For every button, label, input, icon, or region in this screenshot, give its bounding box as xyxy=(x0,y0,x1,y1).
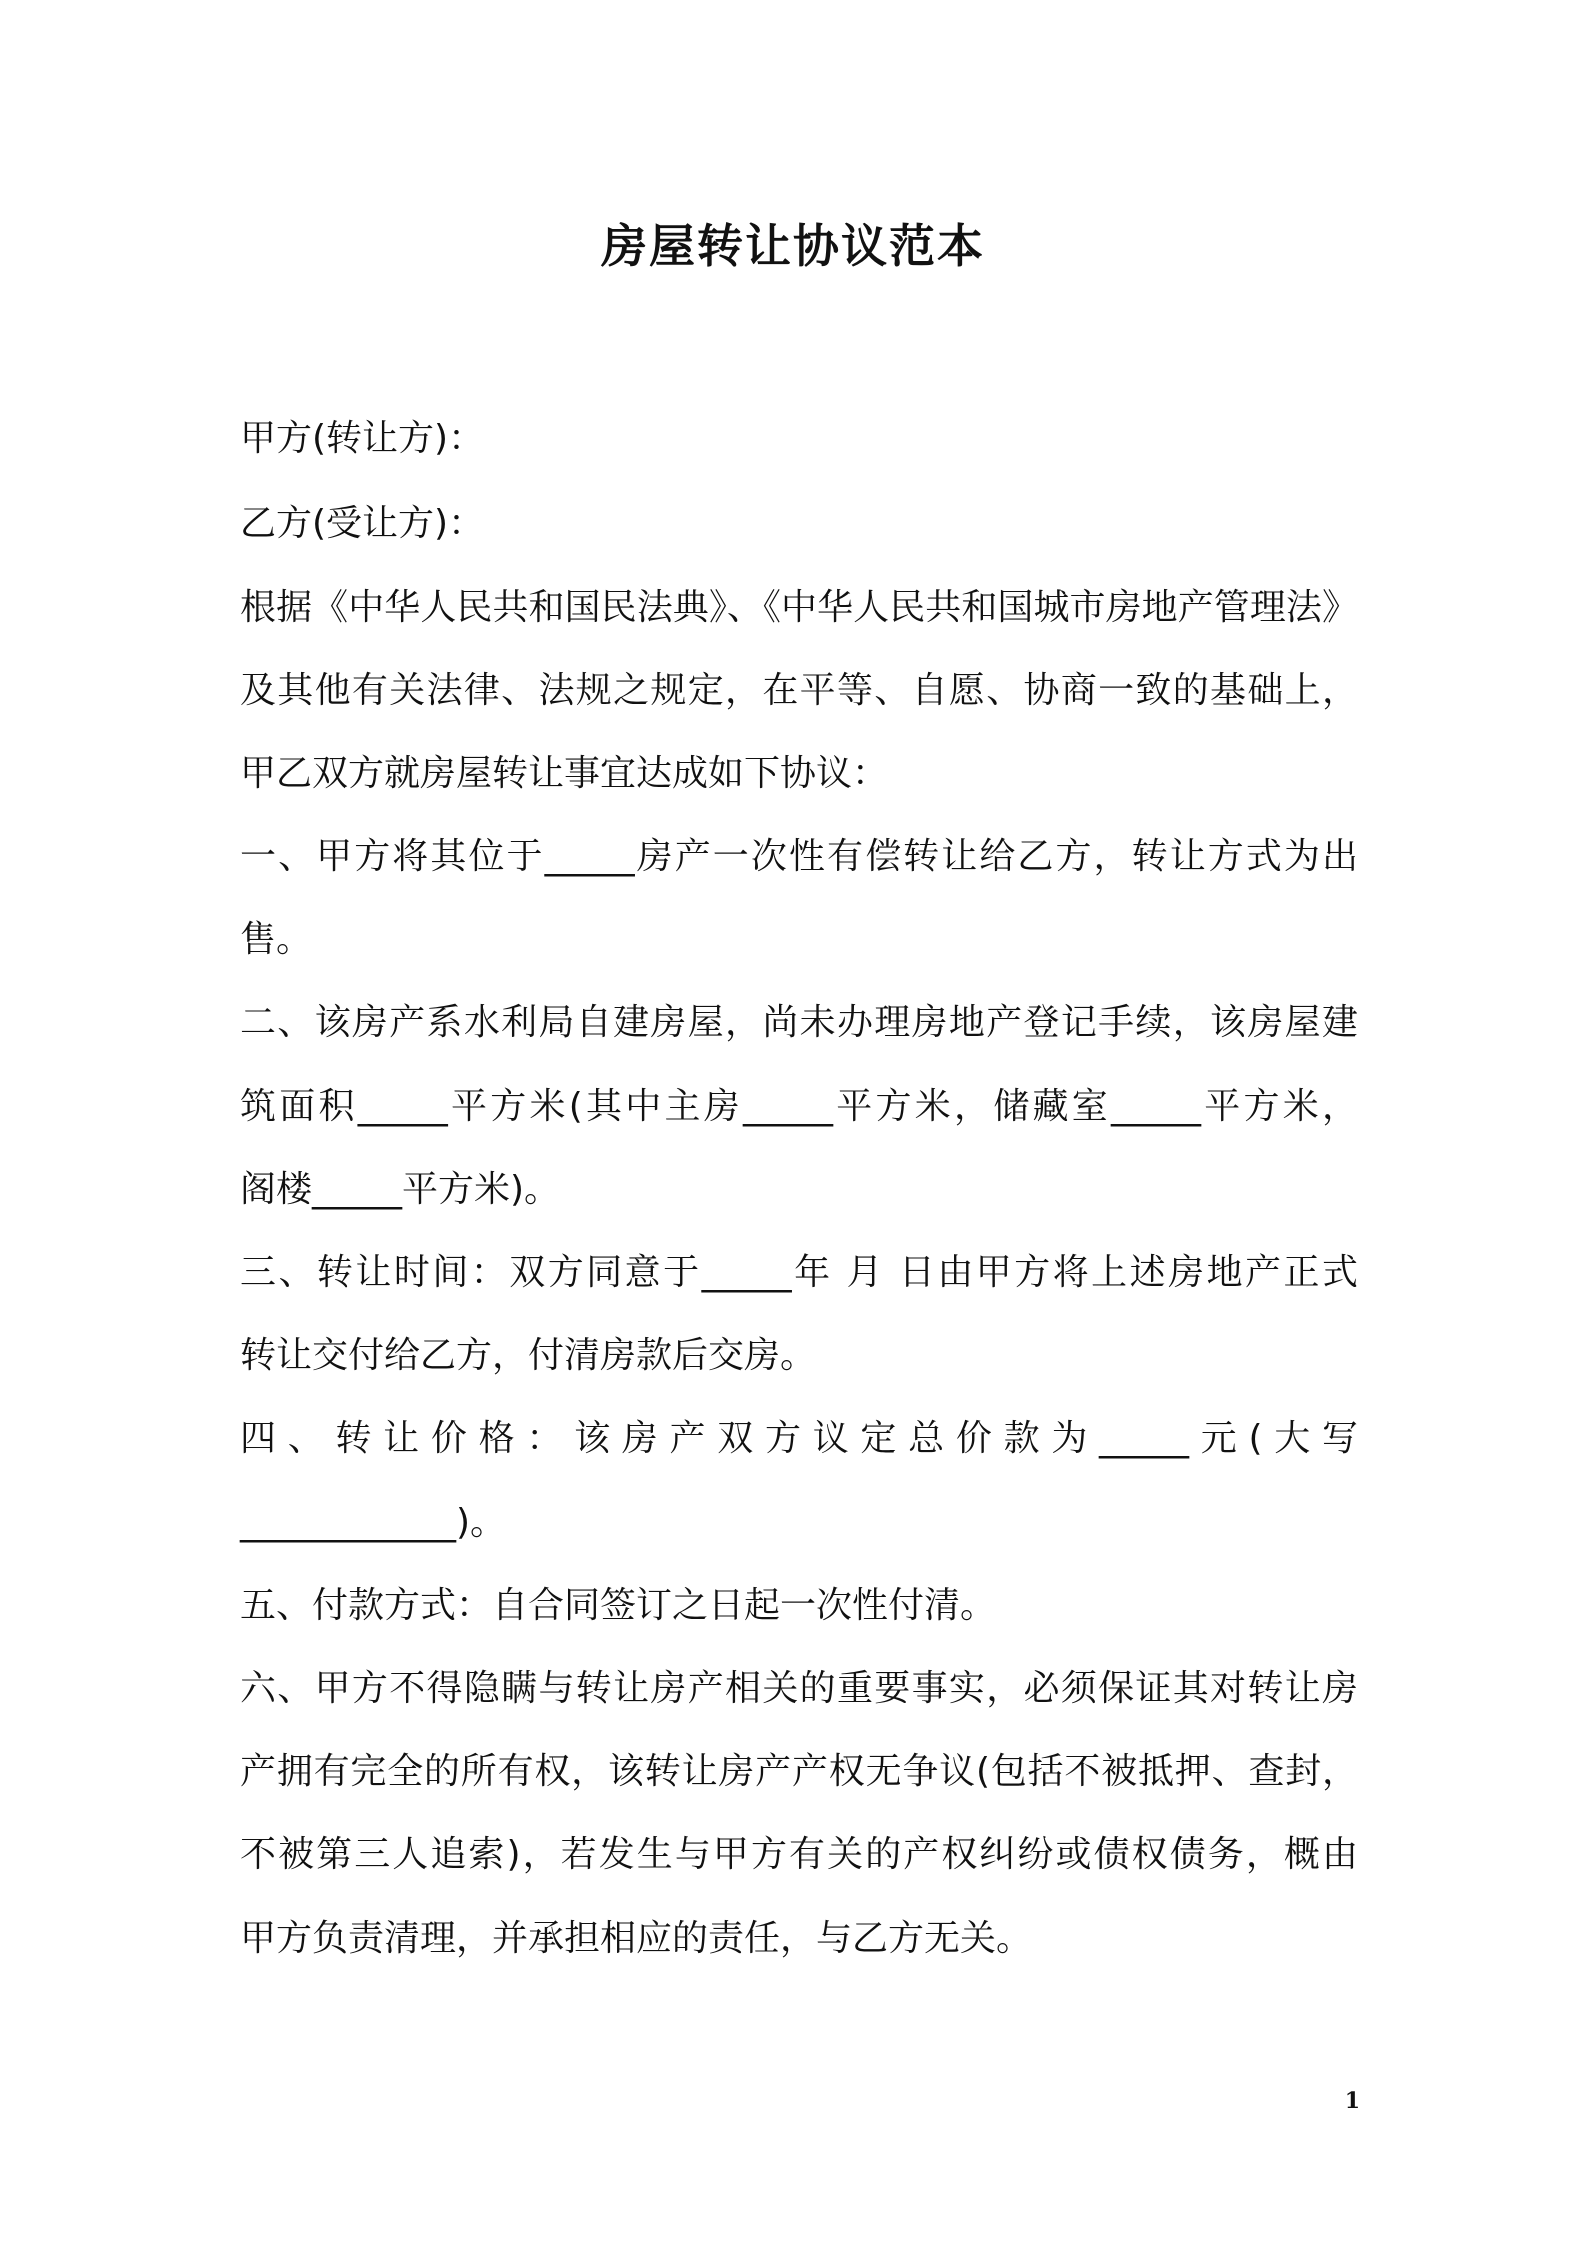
clause-6-line: 甲方负责清理，并承担相应的责任，与乙方无关。 xyxy=(240,1918,1033,1959)
clause-2-line: 阁楼_____平方米)。 xyxy=(240,1169,561,1210)
clause-1-line: 售。 xyxy=(240,919,313,960)
clause-1-line: 一、甲方将其位于_____房产一次性有偿转让给乙方，转让方式为出 xyxy=(240,836,1358,877)
clause-3-line: 转让交付给乙方，付清房款后交房。 xyxy=(240,1335,817,1376)
clause-4-line: 四、转让价格：该房产双方议定总价款为_____元(大写 xyxy=(240,1418,1358,1459)
clause-6-line: 不被第三人追索)，若发生与甲方有关的产权纠纷或债权债务，概由 xyxy=(240,1834,1358,1875)
document-title: 房屋转让协议范本 xyxy=(601,219,985,273)
preamble-line: 根据《中华人民共和国民法典》、《中华人民共和国城市房地产管理法》 xyxy=(240,587,1358,628)
party-b-line: 乙方(受让方)： xyxy=(240,503,485,544)
preamble-line: 甲乙双方就房屋转让事宜达成如下协议： xyxy=(240,753,889,794)
clause-6-line: 产拥有完全的所有权，该转让房产产权无争议(包括不被抵押、查封， xyxy=(240,1751,1358,1792)
clause-4-line: ____________)。 xyxy=(240,1502,507,1543)
clause-2-line: 二、该房产系水利局自建房屋，尚未办理房地产登记手续，该房屋建 xyxy=(240,1002,1358,1043)
clause-3-line: 三、转让时间：双方同意于_____年 月 日由甲方将上述房地产正式 xyxy=(240,1252,1358,1293)
clause-5-line: 五、付款方式：自合同签订之日起一次性付清。 xyxy=(240,1585,997,1626)
clause-6-line: 六、甲方不得隐瞒与转让房产相关的重要事实，必须保证其对转让房 xyxy=(240,1668,1358,1709)
page-number: 1 xyxy=(1344,2088,1360,2114)
party-a-line: 甲方(转让方)： xyxy=(240,418,485,459)
preamble-line: 及其他有关法律、法规之规定，在平等、自愿、协商一致的基础上， xyxy=(240,670,1358,711)
clause-2-line: 筑面积_____平方米(其中主房_____平方米，储藏室_____平方米， xyxy=(240,1086,1358,1127)
